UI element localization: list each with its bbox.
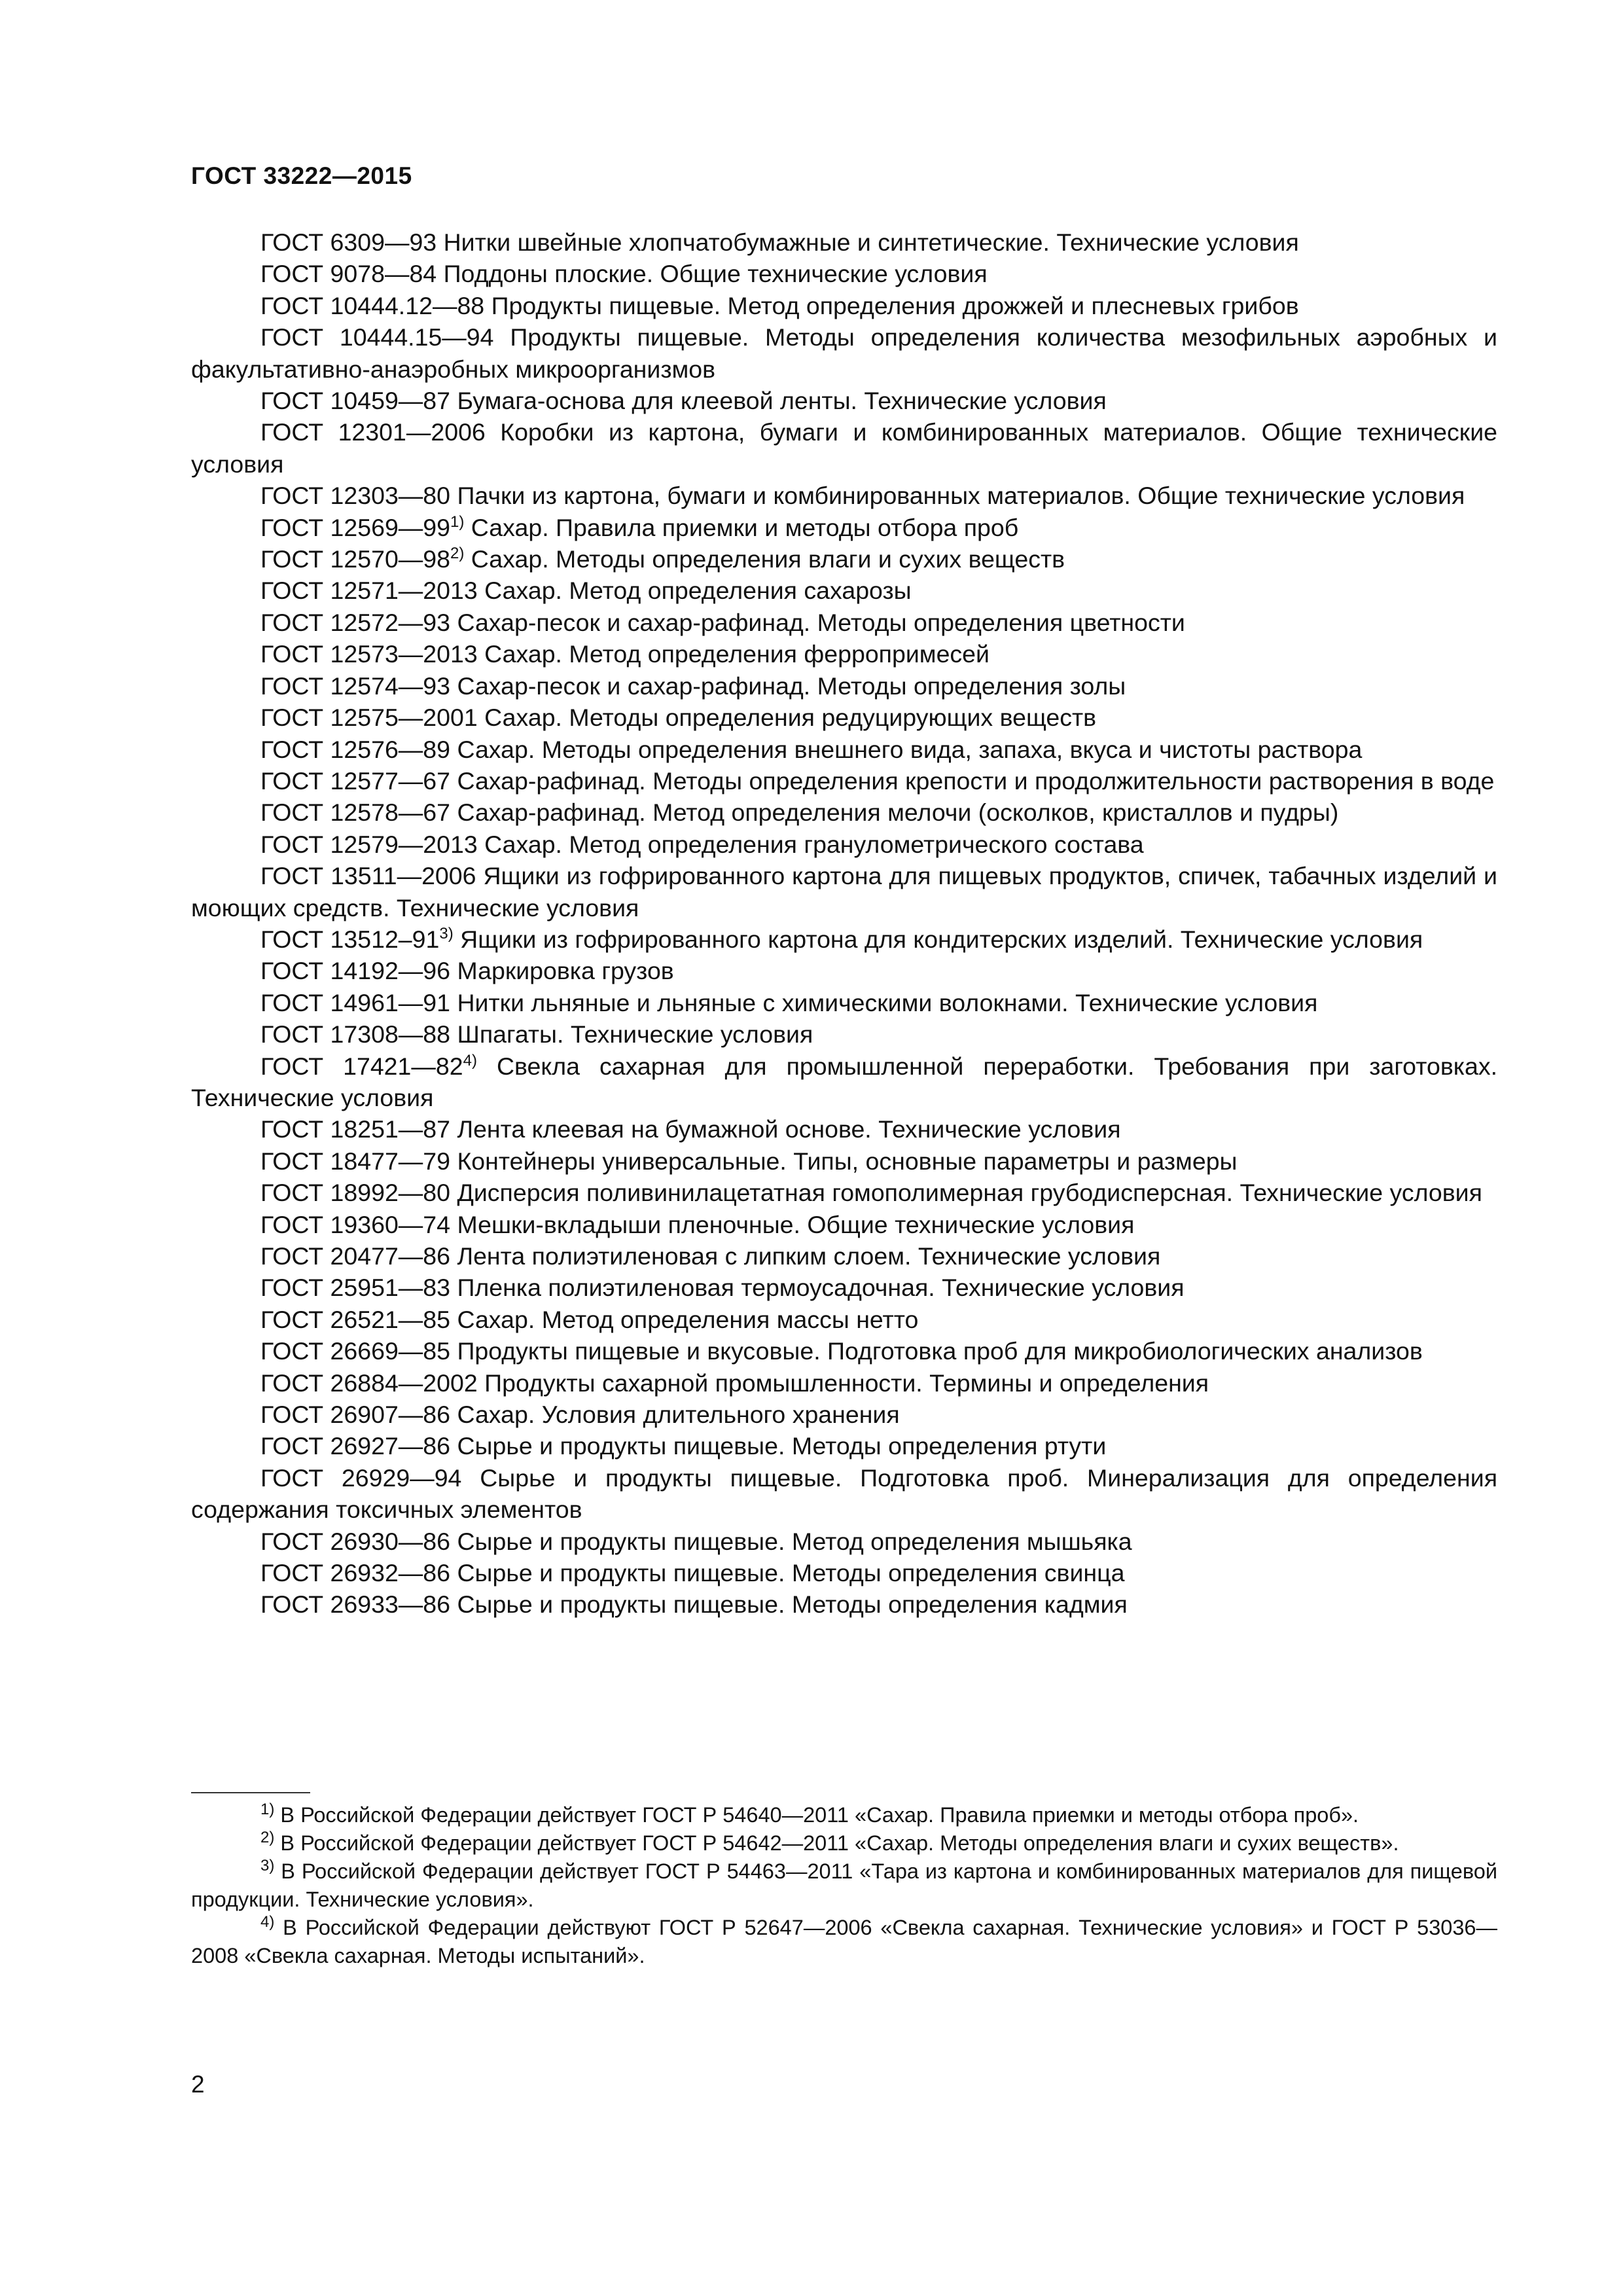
standard-title: Сахар-песок и сахар-рафинад. Методы определения цветности xyxy=(457,608,1185,636)
footnote-marker: 1) xyxy=(450,512,465,531)
reference-entry xyxy=(191,1462,1497,1526)
standard-title: Сахар. Методы определения внешнего вида, запаха, вкуса и чистоты раствора xyxy=(457,735,1363,763)
standard-title: Сахар-рафинад. Метод определения мелочи (осколков, кристаллов и пудры) xyxy=(457,798,1339,827)
standard-code: ГОСТ 12571—2013 xyxy=(260,577,478,605)
reference-entry xyxy=(191,924,1497,955)
standard-code: ГОСТ 18477—79 xyxy=(260,1147,451,1175)
footnote xyxy=(191,1829,1497,1857)
footnote-marker: 4) xyxy=(463,1051,477,1069)
reference-entry xyxy=(191,512,1497,543)
reference-entry xyxy=(191,258,1497,289)
standard-code: ГОСТ 10444.15—94 xyxy=(260,323,494,351)
standard-title: Сырье и продукты пищевые. Методы определения свинца xyxy=(457,1559,1125,1587)
standard-title: Сырье и продукты пищевые. Методы определения кадмия xyxy=(457,1590,1128,1619)
reference-entry xyxy=(191,829,1497,860)
standard-code: ГОСТ 12570—98 xyxy=(260,545,451,573)
standard-code: ГОСТ 14961—91 xyxy=(260,988,451,1016)
standard-title: Нитки льняные и льняные с химическими волокнами. Технические условия xyxy=(457,988,1318,1016)
reference-entry xyxy=(191,1430,1497,1462)
standard-code: ГОСТ 20477—86 xyxy=(260,1242,451,1270)
reference-entry xyxy=(191,290,1497,321)
standard-title: Продукты пищевые. Методы определения количества мезофильных аэробных и факультативно-анаэробных микроорганизмов xyxy=(191,323,1498,383)
reference-entry xyxy=(191,1557,1497,1588)
reference-entry xyxy=(191,416,1497,480)
reference-entry xyxy=(191,1113,1497,1145)
standard-code: ГОСТ 26907—86 xyxy=(260,1401,451,1429)
footnote-mark: 3) xyxy=(260,1857,275,1874)
footnote xyxy=(191,1857,1497,1914)
standard-code: ГОСТ 12578—67 xyxy=(260,798,451,827)
standard-title: Сырье и продукты пищевые. Методы определения ртути xyxy=(457,1432,1107,1460)
reference-entry xyxy=(191,321,1497,385)
standard-title: Свекла сахарная для промышленной переработки. Требования при заготовках. Технические условия xyxy=(191,1052,1497,1111)
standard-code: ГОСТ 10459—87 xyxy=(260,387,451,415)
reference-entry xyxy=(191,702,1497,733)
standard-title: Контейнеры универсальные. Типы, основные параметры и размеры xyxy=(457,1147,1238,1175)
normative-references-list xyxy=(191,226,1497,1621)
standard-title: Сырье и продукты пищевые. Подготовка проб. Минерализация для определения содержания токсичных элементов xyxy=(191,1463,1497,1524)
standard-title: Ящики из гофрированного картона для кондитерских изделий. Технические условия xyxy=(460,925,1423,953)
standard-title: Коробки из картона, бумаги и комбинированных материалов. Общие технические условия xyxy=(191,418,1497,478)
reference-entry xyxy=(191,226,1497,258)
reference-entry xyxy=(191,1145,1497,1177)
standard-code: ГОСТ 10444.12—88 xyxy=(260,291,485,319)
standard-code: ГОСТ 12575—2001 xyxy=(260,704,478,732)
footnote-text: В Российской Федерации действует ГОСТ Р 54640—2011 «Сахар. Правила приемки и методы отбора проб». xyxy=(280,1803,1359,1827)
standard-code: ГОСТ 12574—93 xyxy=(260,672,451,700)
standard-title: Сахар. Методы определения редуцирующих веществ xyxy=(484,704,1097,732)
standard-code: ГОСТ 26930—86 xyxy=(260,1527,451,1555)
reference-entry xyxy=(191,575,1497,606)
reference-entry xyxy=(191,955,1497,986)
reference-entry xyxy=(191,1399,1497,1430)
standard-code: ГОСТ 26927—86 xyxy=(260,1432,451,1460)
standard-title: Продукты пищевые и вкусовые. Подготовка проб для микробиологических анализов xyxy=(457,1337,1423,1365)
standard-title: Поддоны плоские. Общие технические условия xyxy=(443,260,988,288)
standard-code: ГОСТ 26932—86 xyxy=(260,1559,451,1587)
standard-code: ГОСТ 9078—84 xyxy=(260,260,437,288)
footnote-mark: 4) xyxy=(260,1913,275,1931)
standard-code: ГОСТ 6309—93 xyxy=(260,228,437,256)
reference-entry xyxy=(191,385,1497,416)
reference-entry xyxy=(191,1177,1497,1208)
reference-entry xyxy=(191,1272,1497,1303)
footnotes-list xyxy=(191,1801,1497,1970)
standard-code: ГОСТ 18992—80 xyxy=(260,1179,451,1207)
reference-entry xyxy=(191,860,1497,924)
standard-code: ГОСТ 26521—85 xyxy=(260,1305,451,1333)
reference-entry xyxy=(191,1209,1497,1240)
reference-entry xyxy=(191,797,1497,828)
footnote-mark: 2) xyxy=(260,1829,275,1846)
footnote xyxy=(191,1801,1497,1829)
standard-title: Шпагаты. Технические условия xyxy=(457,1020,813,1049)
reference-entry xyxy=(191,1050,1497,1114)
standard-code: ГОСТ 12576—89 xyxy=(260,735,451,763)
reference-entry xyxy=(191,1240,1497,1272)
standard-code: ГОСТ 14192—96 xyxy=(260,957,451,985)
standard-code: ГОСТ 13512–91 xyxy=(260,925,440,953)
standard-title: Продукты пищевые. Метод определения дрожжей и плесневых грибов xyxy=(491,291,1299,319)
standard-title: Сахар. Условия длительного хранения xyxy=(457,1401,900,1429)
standard-title: Сахар-песок и сахар-рафинад. Методы определения золы xyxy=(457,672,1126,700)
standard-code: ГОСТ 19360—74 xyxy=(260,1210,451,1238)
footnote-text: В Российской Федерации действуют ГОСТ Р 52647—2006 «Свекла сахарная. Технические условия» и ГОСТ Р 53036—2008 «Свекла сахарная. Методы испытаний». xyxy=(191,1916,1498,1967)
standard-code: ГОСТ 12303—80 xyxy=(260,482,451,510)
standard-title: Сахар. Метод определения сахарозы xyxy=(484,577,912,605)
reference-entry xyxy=(191,987,1497,1018)
standard-code: ГОСТ 12577—67 xyxy=(260,766,451,795)
standard-title: Сырье и продукты пищевые. Метод определения мышьяка xyxy=(457,1527,1132,1555)
standard-title: Маркировка грузов xyxy=(457,957,674,985)
reference-entry xyxy=(191,1304,1497,1335)
reference-entry xyxy=(191,1588,1497,1620)
footnote xyxy=(191,1914,1497,1970)
standard-title: Ящики из гофрированного картона для пищевых продуктов, спичек, табачных изделий и моющих средств. Технические условия xyxy=(191,862,1497,922)
page-number: 2 xyxy=(191,2071,205,2098)
standard-code: ГОСТ 26933—86 xyxy=(260,1590,451,1619)
reference-entry xyxy=(191,1526,1497,1557)
standard-title: Пачки из картона, бумаги и комбинированных материалов. Общие технические условия xyxy=(457,482,1465,510)
standard-title: Продукты сахарной промышленности. Термины и определения xyxy=(484,1369,1209,1397)
standard-title: Сахар. Метод определения массы нетто xyxy=(457,1305,919,1333)
footnote-mark: 1) xyxy=(260,1801,275,1818)
standard-title: Сахар. Правила приемки и методы отбора проб xyxy=(471,513,1019,541)
standard-title: Лента полиэтиленовая с липким слоем. Технические условия xyxy=(457,1242,1161,1270)
reference-entry xyxy=(191,1018,1497,1050)
reference-entry xyxy=(191,765,1497,797)
standard-title: Бумага-основа для клеевой ленты. Технические условия xyxy=(457,387,1107,415)
reference-entry xyxy=(191,734,1497,765)
standard-title: Сахар. Метод определения гранулометрического состава xyxy=(484,830,1144,858)
standard-title: Сахар. Метод определения ферропримесей xyxy=(484,640,990,668)
standard-code: ГОСТ 17421—82 xyxy=(260,1052,463,1080)
standard-title: Лента клеевая на бумажной основе. Технические условия xyxy=(457,1115,1121,1143)
standard-code: ГОСТ 26884—2002 xyxy=(260,1369,478,1397)
standard-title: Сахар. Методы определения влаги и сухих веществ xyxy=(471,545,1065,573)
reference-entry xyxy=(191,543,1497,575)
standard-code: ГОСТ 17308—88 xyxy=(260,1020,451,1049)
reference-entry xyxy=(191,480,1497,511)
reference-entry xyxy=(191,1335,1497,1367)
standard-title: Нитки швейные хлопчатобумажные и синтетические. Технические условия xyxy=(443,228,1299,256)
footnote-marker: 3) xyxy=(439,924,454,942)
standard-code: ГОСТ 13511—2006 xyxy=(260,862,476,890)
footnote-separator xyxy=(191,1792,310,1793)
standard-code: ГОСТ 25951—83 xyxy=(260,1274,451,1302)
footnote-text: В Российской Федерации действует ГОСТ Р 54463—2011 «Тара из картона и комбинированных материалов для пищевой продукции. Технические условия». xyxy=(191,1859,1497,1911)
footnote-marker: 2) xyxy=(450,545,465,563)
reference-entry xyxy=(191,638,1497,670)
standard-code: ГОСТ 12572—93 xyxy=(260,608,451,636)
standard-code: ГОСТ 18251—87 xyxy=(260,1115,451,1143)
standard-code: ГОСТ 26669—85 xyxy=(260,1337,451,1365)
reference-entry xyxy=(191,1367,1497,1399)
standard-title: Пленка полиэтиленовая термоусадочная. Технические условия xyxy=(457,1274,1185,1302)
standard-code: ГОСТ 12579—2013 xyxy=(260,830,478,858)
standard-title: Сахар-рафинад. Методы определения крепости и продолжительности растворения в воде xyxy=(457,766,1495,795)
document-header: ГОСТ 33222—2015 xyxy=(191,162,412,189)
standard-code: ГОСТ 12569—99 xyxy=(260,513,451,541)
reference-entry xyxy=(191,607,1497,638)
standard-title: Дисперсия поливинилацетатная гомополимерная грубодисперсная. Технические условия xyxy=(457,1179,1482,1207)
reference-entry xyxy=(191,670,1497,702)
standard-code: ГОСТ 26929—94 xyxy=(260,1463,462,1492)
footnote-text: В Российской Федерации действует ГОСТ Р 54642—2011 «Сахар. Методы определения влаги и сухих веществ». xyxy=(280,1831,1399,1855)
standard-code: ГОСТ 12301—2006 xyxy=(260,418,486,446)
standard-code: ГОСТ 12573—2013 xyxy=(260,640,478,668)
standard-title: Мешки-вкладыши пленочные. Общие технические условия xyxy=(457,1210,1135,1238)
